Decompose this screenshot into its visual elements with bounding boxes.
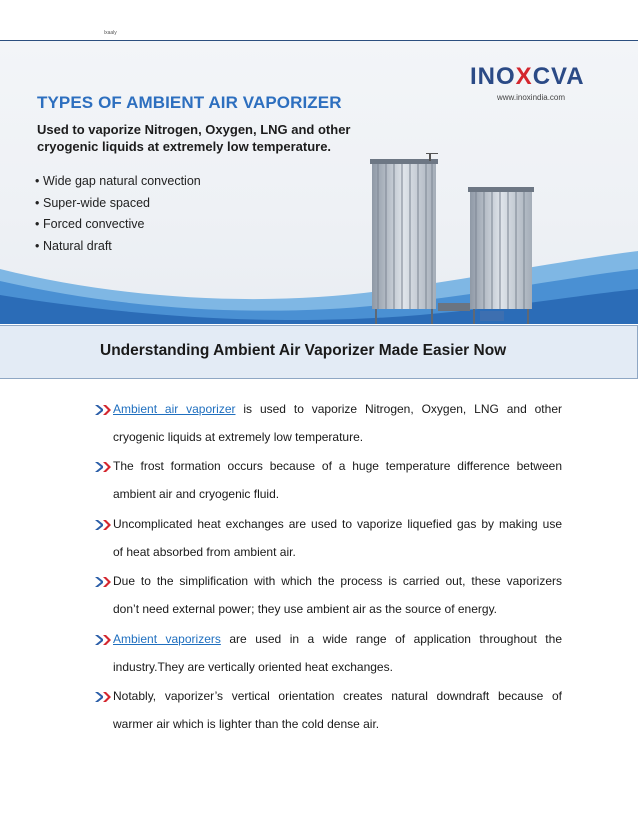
x-bullet-icon	[94, 635, 112, 645]
list-item	[94, 516, 562, 573]
banner-bullet-list	[35, 171, 201, 257]
item-line: Due to the simplification with which the process is carried out, these vaporizers	[113, 574, 562, 589]
x-bullet-icon	[94, 520, 112, 530]
x-bullet-icon	[94, 462, 112, 472]
banner-bullet: • Wide gap natural convection	[35, 174, 201, 188]
list-item	[94, 688, 562, 745]
item-line: Ambient air vaporizer is used to vaporize Nitrogen, Oxygen, LNG and other	[113, 402, 562, 416]
x-bullet-icon	[94, 577, 112, 587]
banner-url: www.inoxindia.com	[497, 93, 566, 102]
item-line: of heat absorbed from ambient air.	[113, 544, 296, 559]
inoxcva-logo: INOXCVA	[470, 63, 585, 90]
banner-title: TYPES OF AMBIENT AIR VAPORIZER	[37, 93, 342, 112]
ambient-air-vaporizer-link[interactable]: Ambient air vaporizer	[113, 402, 236, 416]
x-bullet-icon	[94, 405, 112, 415]
bullet-list	[94, 401, 562, 745]
item-line: Uncomplicated heat exchanges are used to vaporize liquefied gas by making use	[113, 516, 562, 531]
item-line: The frost formation occurs because of a huge temperature difference between	[113, 459, 562, 474]
list-item	[94, 631, 562, 688]
section-heading: Understanding Ambient Air Vaporizer Made Easier Now	[100, 342, 507, 359]
item-line: ambient air and cryogenic fluid.	[113, 487, 280, 502]
item-line: warmer air which is lighter than the cold dense air.	[113, 716, 380, 731]
item-line: don’t need external power; they use ambient air as the source of energy.	[113, 602, 498, 617]
item-line: industry.They are vertically oriented heat exchanges.	[113, 659, 393, 674]
list-item	[94, 458, 562, 515]
banner-subtitle: Used to vaporize Nitrogen, Oxygen, LNG and other cryogenic liquids at extremely low temperature.	[37, 122, 351, 154]
ambient-vaporizers-link[interactable]: Ambient vaporizers	[113, 631, 221, 646]
page-header-mark: lxaaly	[104, 30, 117, 36]
item-line: Ambient vaporizers are used in a wide range of application throughout the	[113, 631, 562, 646]
section-heading-bar	[0, 325, 638, 379]
item-line: Notably, vaporizer’s vertical orientation creates natural downdraft because of	[113, 688, 562, 703]
banner-bullet: • Forced convective	[35, 217, 145, 231]
list-item	[94, 573, 562, 630]
item-line: cryogenic liquids at extremely low temperature.	[113, 430, 364, 444]
x-bullet-icon	[94, 692, 112, 702]
banner-bullet: • Super-wide spaced	[35, 195, 151, 210]
vaporizer-illustration	[360, 153, 560, 324]
banner-image	[0, 41, 638, 324]
banner-bullet: • Natural draft	[35, 238, 112, 253]
list-item	[94, 401, 562, 458]
